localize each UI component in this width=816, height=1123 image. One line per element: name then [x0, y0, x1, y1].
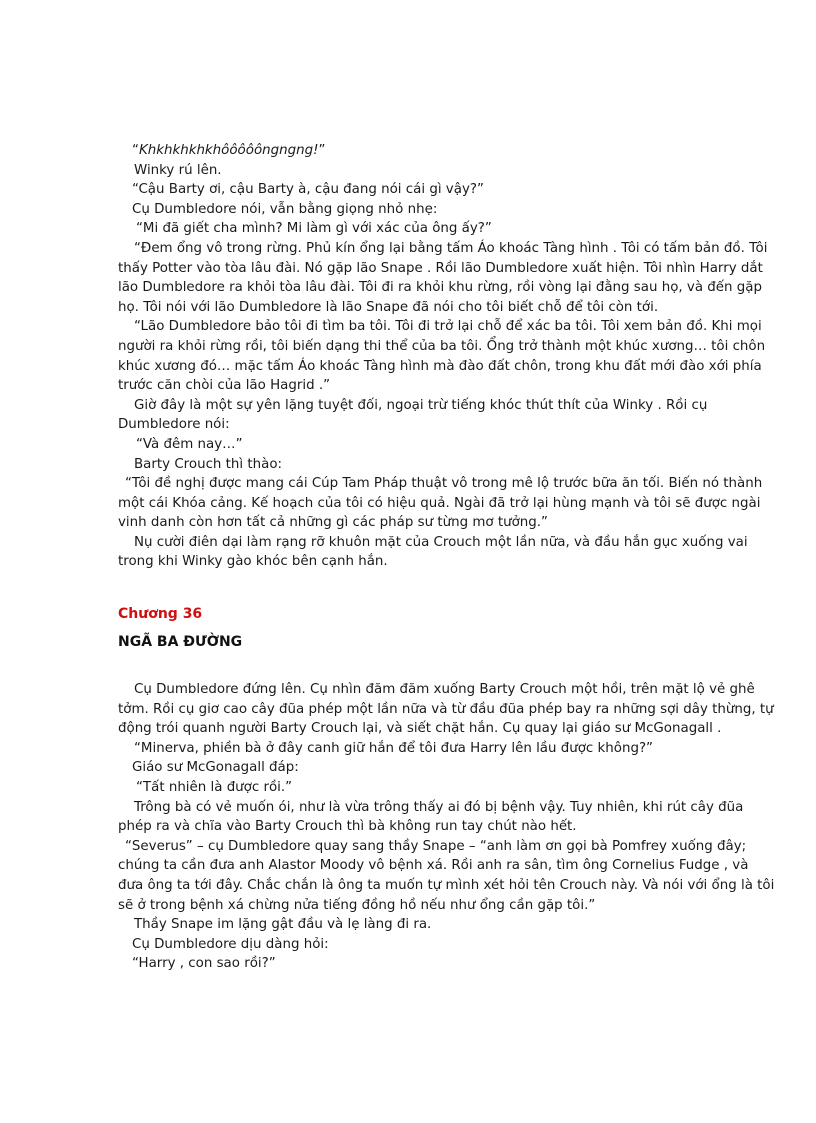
chapter-number: Chương 36: [118, 606, 203, 622]
paragraph: “Mi đã giết cha mình? Mi làm gì với xác của ông ấy?”: [136, 221, 492, 237]
paragraph: Cụ Dumbledore đứng lên. Cụ nhìn đăm đăm xuống Barty Crouch một hồi, trên mặt lộ vẻ ghê tởm. Rồi cụ giơ cao cây đũa phép một lần nữa và từ đầu đũa phép bay ra những sợi dây thừng, tự động trói quanh người Barty Crouch lại, và siết chặt hắn. Cụ quay lại giáo sư McGonagall .: [118, 682, 774, 737]
paragraph: Cụ Dumbledore dịu dàng hỏi:: [132, 936, 329, 952]
paragraph: Trông bà có vẻ muốn ói, như là vừa trông thấy ai đó bị bệnh vậy. Tuy nhiên, khi rút cây đũa phép ra và chĩa vào Barty Crouch thì bà không run tay chút nào hết.: [118, 799, 744, 835]
section-2: [0, 680, 816, 974]
paragraph: [0, 141, 816, 161]
quote-open: “: [132, 143, 139, 158]
paragraph: “Severus” – cụ Dumbledore quay sang thầy Snape – “anh làm ơn gọi bà Pomfrey xuống đây; chúng ta cần đưa anh Alastor Moody vô bệnh xá. Rồi anh ra sân, tìm ông Cornelius Fudge , và đưa ông ta tới đây. Chắc chắn là ông ta muốn tự mình xét hỏi tên Crouch này. Và nói với ổng là tôi sẽ ở trong bệnh xá chừng nửa tiếng đồng hồ nếu như ổng cần gặp tôi.”: [118, 838, 775, 913]
paragraph: “Và đêm nay…”: [136, 436, 243, 452]
paragraph: Cụ Dumbledore nói, vẫn bằng giọng nhỏ nhẹ:: [132, 201, 438, 217]
paragraph: “Đem ổng vô trong rừng. Phủ kín ổng lại bằng tấm Áo khoác Tàng hình . Tôi có tấm bản đồ. Tôi thấy Potter vào tòa lâu đài. Nó gặp lão Snape . Rồi lão Dumbledore xuất hiện. Tôi nhìn Harry dắt lão Dumbledore ra khỏi tòa lâu đài. Tôi đi ra khỏi khu rừng, rồi vòng lại đằng sau họ, và đến gặp họ. Tôi nói với lão Dumbledore là lão Snape đã nói cho tôi biết chỗ để tôi còn tới.: [118, 240, 768, 315]
section-1: [0, 141, 816, 572]
chapter-title: NGÃ BA ĐƯỜNG: [118, 634, 243, 650]
paragraph: “Lão Dumbledore bảo tôi đi tìm ba tôi. Tôi đi trở lại chỗ để xác ba tôi. Tôi xem bản đồ. Khi mọi người ra khỏi rừng rồi, tôi biến dạng thi thể của ba tôi. Ổng trở thành một khúc xương… tôi chôn khúc xương đó… mặc tấm Áo khoác Tàng hình mà đào đất chôn, trong khu đất mới đào xới phía trước căn chòi của lão Hagrid .”: [118, 319, 766, 394]
paragraph: Thầy Snape im lặng gật đầu và lẹ làng đi ra.: [134, 917, 432, 933]
quote-close: ”: [318, 143, 326, 158]
paragraph: “Cậu Barty ơi, cậu Barty à, cậu đang nói cái gì vậy?”: [132, 182, 484, 198]
paragraph: Giáo sư McGonagall đáp:: [132, 760, 299, 776]
paragraph: Barty Crouch thì thào:: [134, 456, 283, 472]
paragraph: “Minerva, phiền bà ở đây canh giữ hắn để tôi đưa Harry lên lầu được không?”: [134, 740, 653, 756]
paragraph: Winky rú lên.: [134, 162, 222, 178]
paragraph: “Harry , con sao rồi?”: [132, 956, 276, 972]
paragraph: “Tất nhiên là được rồi.”: [136, 779, 293, 795]
paragraph: “Tôi đề nghị được mang cái Cúp Tam Pháp thuật vô trong mê lộ trước bữa ăn tối. Biến nó thành một cái Khóa cảng. Kế hoạch của tôi có hiệu quả. Ngài đã trở lại hùng mạnh và tôi sẽ được ngài vinh danh còn hơn tất cả những gì các pháp sư từng mơ tưởng.”: [118, 476, 763, 531]
paragraph: Nụ cười điên dại làm rạng rỡ khuôn mặt của Crouch một lần nữa, và đầu hắn gục xuống vai trong khi Winky gào khóc bên cạnh hắn.: [118, 534, 748, 570]
exclamation-text: Khkhkhkhkhôôôôôngngng!: [138, 143, 319, 158]
paragraph: Giờ đây là một sự yên lặng tuyệt đối, ngoại trừ tiếng khóc thút thít của Winky . Rồi cụ Dumbledore nói:: [118, 397, 708, 433]
